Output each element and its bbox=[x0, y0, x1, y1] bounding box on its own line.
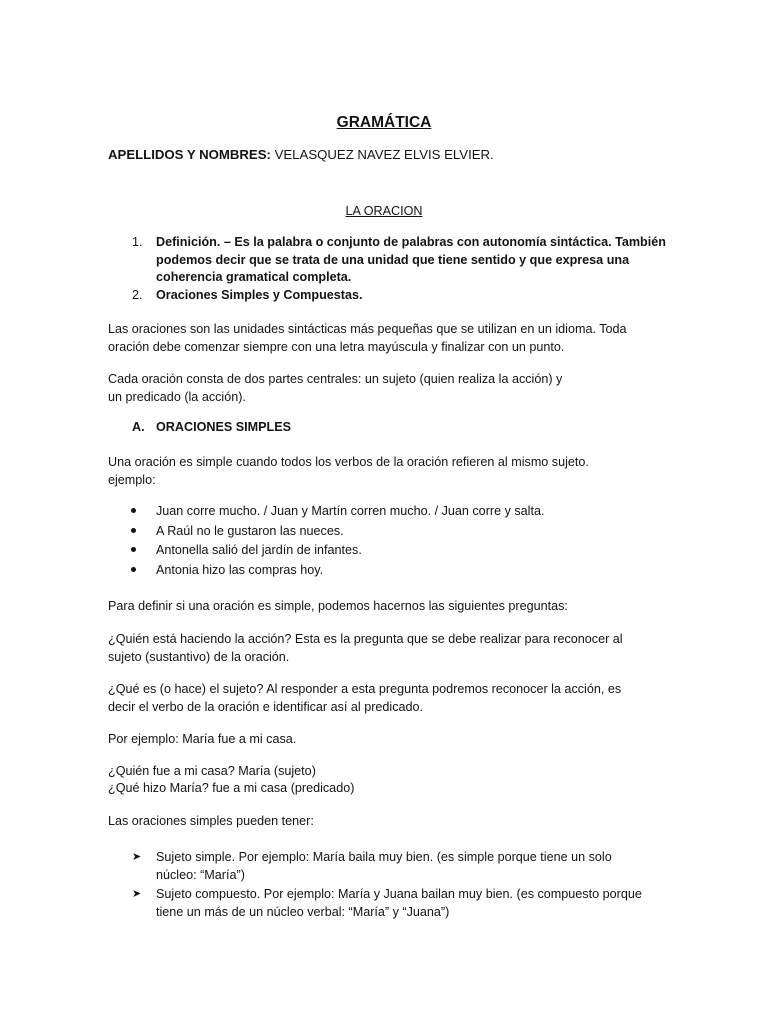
example-item: Juan corre mucho. / Juan y Martín corren mucho. / Juan corre y salta. bbox=[156, 504, 545, 518]
paragraph-line: oración debe comenzar siempre con una letra mayúscula y finalizar con un punto. bbox=[108, 339, 565, 354]
author-name: VELASQUEZ NAVEZ ELVIS ELVIER. bbox=[274, 147, 494, 162]
paragraph-line: decir el verbo de la oración e identificar así al predicado. bbox=[108, 699, 424, 714]
arrow-bullet-icon: ➤ bbox=[132, 888, 142, 900]
list-number: 2. bbox=[132, 287, 143, 302]
arrow-bullet-icon: ➤ bbox=[132, 851, 142, 863]
bullet-icon bbox=[130, 503, 138, 511]
arrow-item-line: núcleo: “María”) bbox=[156, 867, 245, 882]
example-item: A Raúl no le gustaron las nueces. bbox=[156, 523, 344, 538]
paragraph-line: Cada oración consta de dos partes centrales: un sujeto (quien realiza la acción) y bbox=[108, 372, 563, 386]
paragraph-line: ejemplo: bbox=[108, 472, 156, 487]
arrow-item-line: Sujeto simple. Por ejemplo: María baila muy bien. (es simple porque tiene un solo bbox=[156, 850, 612, 864]
paragraph-line: ¿Quién está haciendo la acción? Esta es la pregunta que se debe realizar para reconocer al bbox=[108, 632, 623, 646]
author-line bbox=[108, 146, 494, 164]
bullet-icon bbox=[130, 523, 138, 531]
paragraph-line: ¿Quién fue a mi casa? María (sujeto) bbox=[108, 764, 316, 778]
author-label: APELLIDOS Y NOMBRES: bbox=[108, 147, 271, 162]
paragraph-line: sujeto (sustantivo) de la oración. bbox=[108, 649, 290, 664]
arrow-item-line: tiene un más de un núcleo verbal: “María” y “Juana”) bbox=[156, 904, 450, 919]
paragraph-line: un predicado (la acción). bbox=[108, 389, 246, 404]
arrow-item-line: Sujeto compuesto. Por ejemplo: María y Juana bailan muy bien. (es compuesto porque bbox=[156, 887, 642, 901]
paragraph-line: Para definir si una oración es simple, podemos hacernos las siguientes preguntas: bbox=[108, 599, 568, 613]
definition-line: Definición. – Es la palabra o conjunto de palabras con autonomía sintáctica. También bbox=[156, 235, 666, 249]
paragraph-line: Las oraciones simples pueden tener: bbox=[108, 814, 314, 828]
example-item: Antonia hizo las compras hoy. bbox=[156, 563, 324, 577]
document-title: GRAMÁTICA bbox=[336, 114, 432, 131]
paragraph-line: Las oraciones son las unidades sintácticas más pequeñas que se utilizan en un idioma. Toda bbox=[108, 322, 627, 336]
paragraph-line: ¿Qué hizo María? fue a mi casa (predicado) bbox=[108, 781, 355, 795]
paragraph-line: Una oración es simple cuando todos los verbos de la oración refieren al mismo sujeto. bbox=[108, 455, 589, 469]
definition-line: coherencia gramatical completa. bbox=[156, 270, 352, 284]
bullet-icon bbox=[130, 542, 138, 550]
bullet-icon bbox=[130, 562, 138, 570]
example-item: Antonella salió del jardín de infantes. bbox=[156, 543, 362, 557]
section-title: LA ORACION bbox=[345, 204, 423, 218]
subsection-heading: ORACIONES SIMPLES bbox=[156, 420, 292, 434]
definition-line: podemos decir que se trata de una unidad que tiene sentido y que expresa una bbox=[156, 252, 630, 267]
paragraph-line: Por ejemplo: María fue a mi casa. bbox=[108, 732, 297, 746]
subsection-letter: A. bbox=[132, 420, 145, 434]
list-item-heading: Oraciones Simples y Compuestas. bbox=[156, 287, 363, 302]
list-number: 1. bbox=[132, 235, 143, 249]
paragraph-line: ¿Qué es (o hace) el sujeto? Al responder a esta pregunta podremos reconocer la acción, es bbox=[108, 682, 622, 696]
